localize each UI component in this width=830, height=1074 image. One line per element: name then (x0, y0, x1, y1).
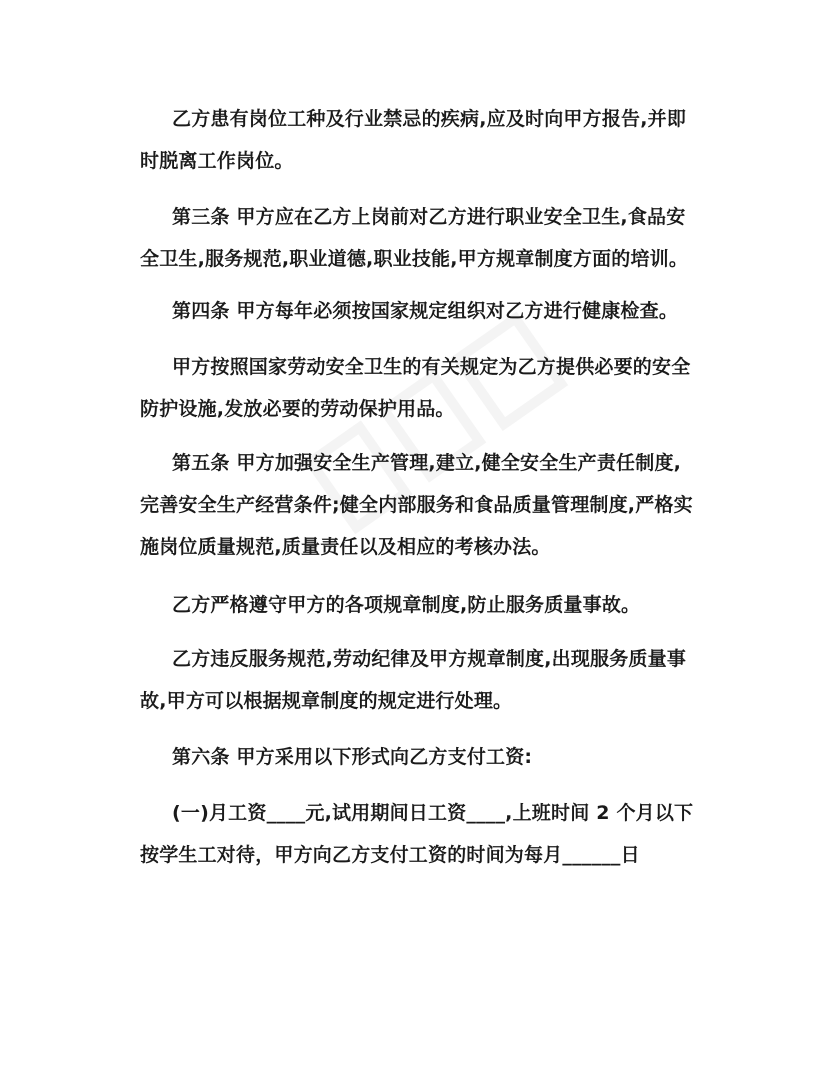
paragraph-1: 乙方患有岗位工种及行业禁忌的疾病,应及时向甲方报告,并即时脱离工作岗位。 (140, 108, 687, 172)
article-3-paragraph: 第三条 甲方应在乙方上岗前对乙方进行职业安全卫生,食品安全卫生,服务规范,职业道德,职业技能,甲方规章制度方面的培训。 (140, 206, 689, 270)
wage-clause-paragraph: (一)月工资____元,试用期间日工资____,上班时间 2 个月以下按学生工对待，甲方向乙方支付工资的时间为每月______日 (140, 802, 694, 866)
article-4-paragraph: 第四条 甲方每年必须按国家规定组织对乙方进行健康检查。 (172, 300, 679, 322)
article-5-paragraph: 第五条 甲方加强安全生产管理,建立,健全安全生产责任制度,完善安全生产经营条件;健全内部服务和食品质量管理制度,严格实施岗位质量规范,质量责任以及相应的考核办法。 (140, 452, 693, 558)
article-6-paragraph: 第六条 甲方采用以下形式向乙方支付工资: (172, 746, 533, 768)
paragraph-6: 乙方严格遵守甲方的各项规章制度,防止服务质量事故。 (172, 594, 641, 616)
paragraph-7: 乙方违反服务规范,劳动纪律及甲方规章制度,出现服务质量事故,甲方可以根据规章制度的规定进行处理。 (140, 648, 687, 712)
paragraph-4: 甲方按照国家劳动安全卫生的有关规定为乙方提供必要的安全防护设施,发放必要的劳动保护用品。 (140, 356, 691, 420)
